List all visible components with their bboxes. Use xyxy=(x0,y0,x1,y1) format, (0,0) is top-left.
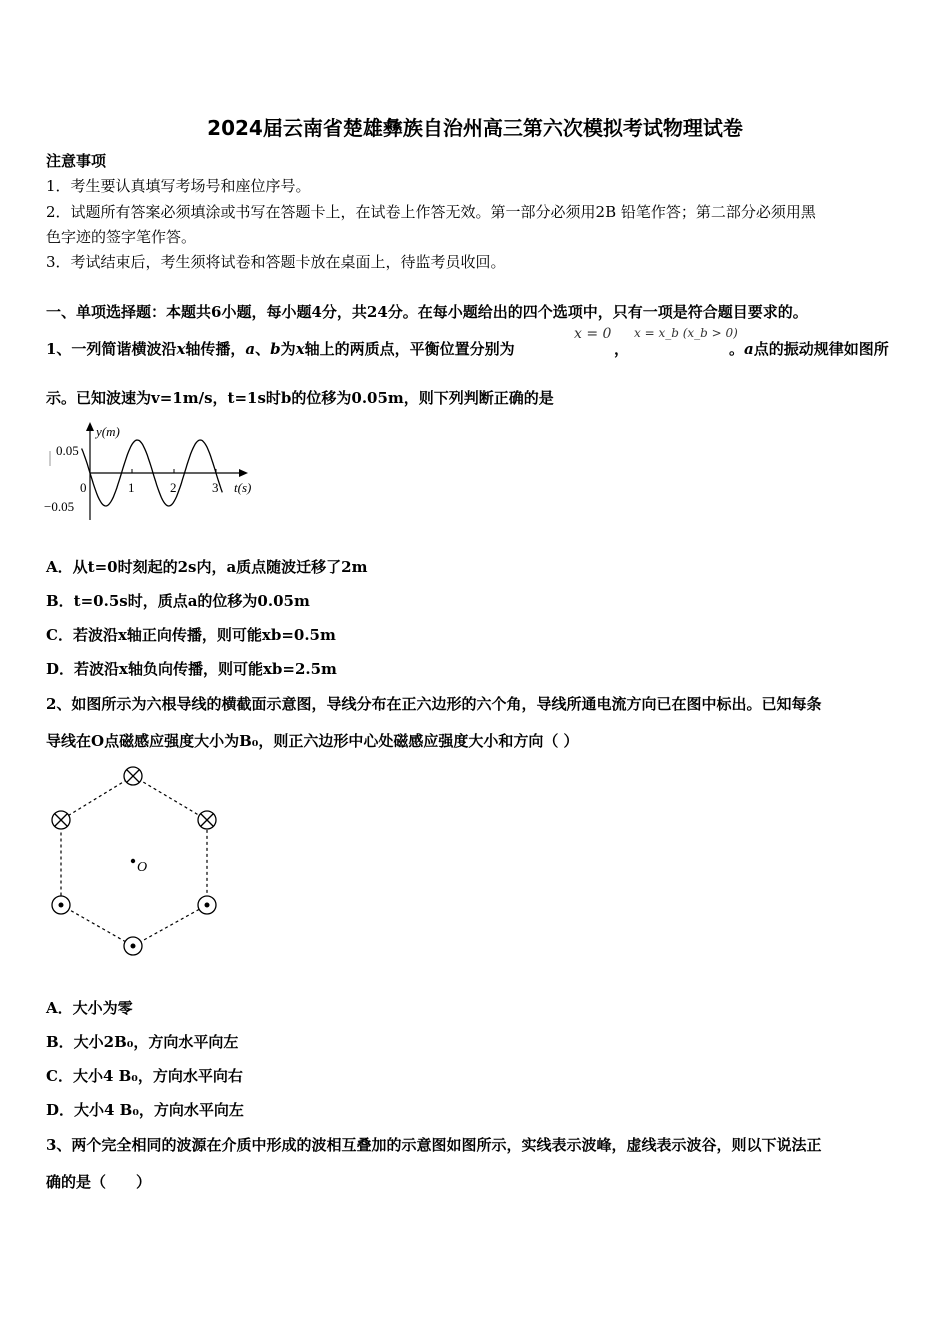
notice-item-1: 1．考生要认真填写考场号和座位序号。 xyxy=(46,177,311,195)
center-label: O xyxy=(137,860,148,875)
page-title: 2024届云南省楚雄彝族自治州高三第六次模拟考试物理试卷 xyxy=(207,116,743,140)
cross-icon-upper-right xyxy=(198,811,216,829)
notice-item-3: 3．考试结束后，考生须将试卷和答题卡放在桌面上，待监考员收回。 xyxy=(46,253,506,271)
q2-option-b: B．大小2B₀，方向水平向左 xyxy=(46,1033,239,1051)
y-tick-pos: 0.05 xyxy=(56,443,79,458)
q2-option-d: D．大小4 B₀，方向水平向左 xyxy=(46,1101,244,1119)
q2-option-a: A．大小为零 xyxy=(46,999,133,1017)
q1-comma: ， xyxy=(614,340,630,358)
q3-stem-line2: 确的是（ ） xyxy=(46,1173,152,1191)
q3-stem-line1: 3、两个完全相同的波源在介质中形成的波相互叠加的示意图如图所示，实线表示波峰，虚线表示波谷，则以下说法正 xyxy=(46,1136,822,1154)
dot-icon-lower-left xyxy=(52,896,70,914)
section-heading: 一、单项选择题：本题共6小题，每小题4分，共24分。在每小题给出的四个选项中，只有一项是符合题目要求的。 xyxy=(46,303,808,321)
x-tick-label-1: 1 xyxy=(128,480,135,495)
x-axis-arrow xyxy=(239,469,248,477)
q1-option-d: D．若波沿x轴负向传播，则可能xb=2.5m xyxy=(46,660,337,678)
q1-stem-line1: 1、一列简谐横波沿x轴传播，a、b为x轴上的两质点，平衡位置分别为 xyxy=(46,340,515,358)
q2-stem-line2: 导线在O点磁感应强度大小为B₀，则正六边形中心处磁感应强度大小和方向（ ） xyxy=(46,732,579,750)
x-tick-label-3: 3 xyxy=(212,480,219,495)
notice-item-2: 2．试题所有答案必须填涂或书写在答题卡上，在试卷上作答无效。第一部分必须用2B 铅笔作答；第二部分必须用黑 xyxy=(46,203,816,221)
dot-icon-lower-right xyxy=(198,896,216,914)
q2-option-c: C．大小4 B₀，方向水平向右 xyxy=(46,1067,243,1085)
q1-stem-line1-tail: 。a点的振动规律如图所 xyxy=(729,340,889,358)
q2-hexagon-diagram xyxy=(44,760,224,960)
q1-eq-x0: x = 0 xyxy=(574,326,612,342)
x-tick-label-2: 2 xyxy=(170,480,177,495)
y-axis-label: y(m) xyxy=(96,424,120,439)
cross-icon-top xyxy=(124,767,142,785)
dot-icon-bottom xyxy=(124,937,142,955)
q1-option-b: B．t=0.5s时，质点a的位移为0.05m xyxy=(46,592,310,610)
q1-eq-xb: x = x_b (x_b > 0) xyxy=(634,326,738,340)
q1-stem-line2: 示。已知波速为v=1m/s，t=1s时b的位移为0.05m，则下列判断正确的是 xyxy=(46,389,554,407)
center-point xyxy=(131,859,135,863)
q1-option-c: C．若波沿x轴正向传播，则可能xb=0.5m xyxy=(46,626,336,644)
q1-vibration-graph xyxy=(40,418,270,530)
y-tick-neg: −0.05 xyxy=(44,499,75,514)
notice-heading: 注意事项 xyxy=(46,152,107,170)
notice-item-2-cont: 色字迹的签字笔作答。 xyxy=(46,228,197,246)
q2-stem-line1: 2、如图所示为六根导线的横截面示意图，导线分布在正六边形的六个角，导线所通电流方向已在图中标出。已知每条 xyxy=(46,695,822,713)
cross-icon-upper-left xyxy=(52,811,70,829)
q1-option-a: A．从t=0时刻起的2s内，a质点随波迁移了2m xyxy=(46,558,368,576)
x-axis-label: t(s) xyxy=(234,480,252,495)
origin-label: 0 xyxy=(80,480,87,495)
y-axis-arrow xyxy=(86,422,94,431)
